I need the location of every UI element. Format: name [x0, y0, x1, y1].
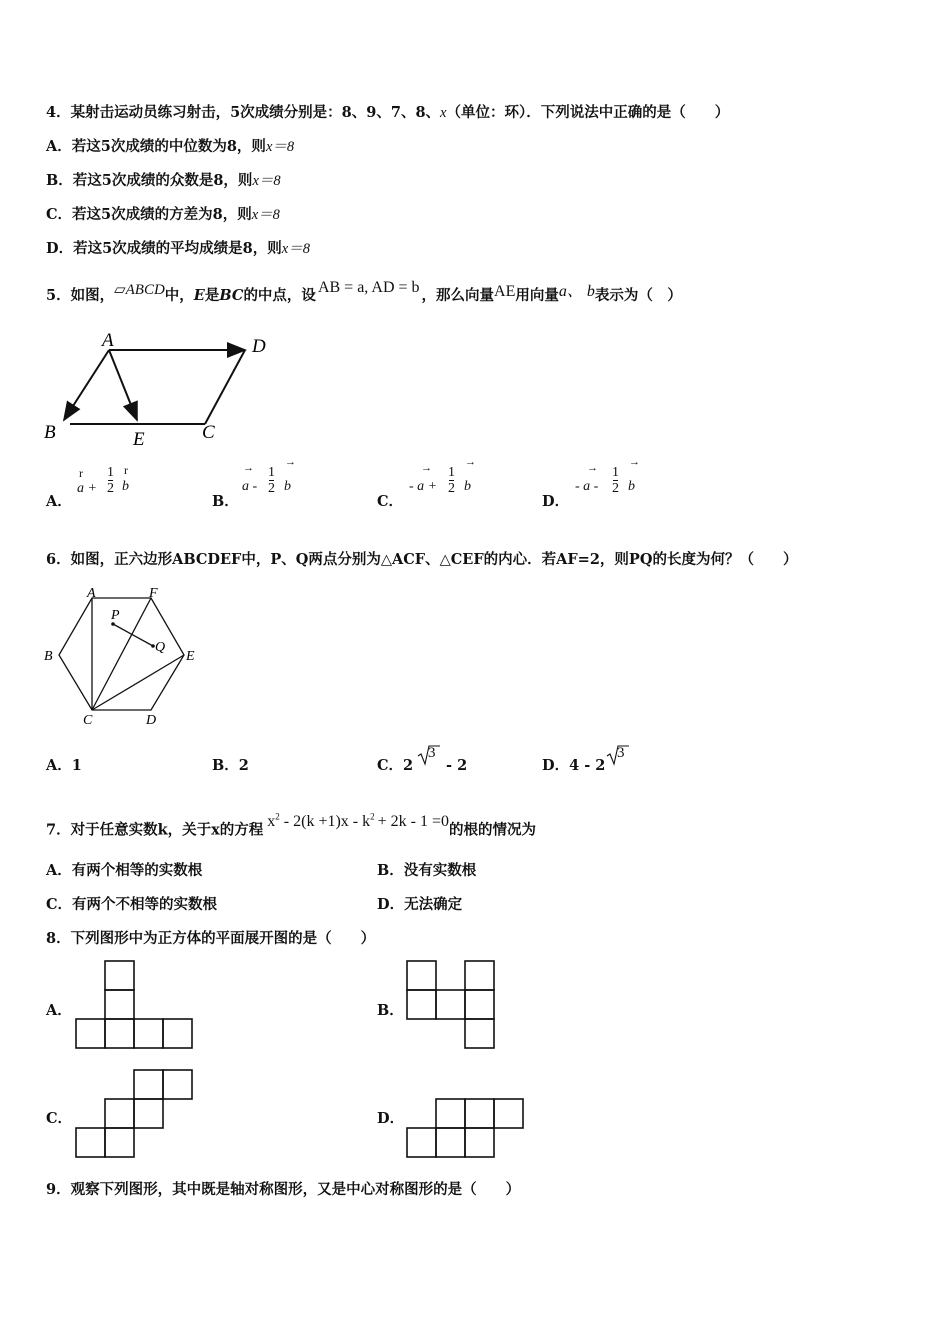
q5-stem: [46, 279, 682, 305]
q5-option-c-vec-mark: →: [421, 462, 432, 474]
q5-option-c-denominator: 2: [448, 481, 455, 496]
q6-option-b[interactable]: B．2: [212, 757, 249, 774]
label-q: Q: [155, 640, 166, 655]
q5-option-c-fraction: [448, 466, 455, 496]
q5-vector-ae: AE: [494, 283, 516, 300]
q5-option-d-b: b: [628, 479, 635, 494]
q5-option-c-numerator: 1: [448, 465, 455, 480]
q5-option-b-letter[interactable]: B．: [212, 493, 239, 510]
q5-option-a-fraction: [107, 466, 114, 496]
q8-option-d-net[interactable]: [405, 1097, 527, 1161]
q5-option-d-denominator: 2: [612, 481, 619, 496]
q7-eq-x: x: [267, 813, 276, 831]
label-d: D: [252, 336, 266, 357]
q5-end: 表示为（ ）: [594, 287, 682, 304]
label-e: E: [133, 429, 145, 450]
q7-eq-exp1: 2: [275, 812, 280, 822]
label-d: D: [146, 713, 157, 728]
q5-option-d-fraction: [612, 466, 619, 496]
q5-mid2: 是: [204, 287, 220, 304]
q4-option-d-value: x＝8: [281, 241, 310, 257]
q5-option-b-vec-mark2: →: [285, 456, 296, 468]
q5-option-d-vec-mark: →: [587, 462, 598, 474]
q5-point-e: E: [193, 287, 205, 304]
label-e: E: [186, 649, 195, 664]
label-a: A: [102, 330, 114, 351]
q5-option-c-letter[interactable]: C．: [377, 493, 404, 510]
q5-vectors-ab: a、 b: [558, 283, 595, 300]
vector-ae: [109, 350, 137, 420]
q5-option-c-expr: - a +: [409, 479, 438, 494]
q4-stem: [46, 104, 729, 122]
label-b: B: [44, 422, 56, 443]
q6-option-c-label: C．2: [377, 757, 414, 774]
q8-stem: 8．下列图形中为正方体的平面展开图的是（ ）: [46, 930, 376, 947]
q4-option-b[interactable]: [46, 172, 281, 190]
q4-option-a[interactable]: [46, 138, 294, 156]
q5-option-a-expr: a +: [77, 481, 97, 496]
q5-option-c-vec-mark2: →: [465, 456, 476, 468]
label-a: A: [87, 586, 96, 601]
q5-mid4: ，那么向量: [421, 287, 495, 304]
q4-option-c-label: C．若这5次成绩的方差为8，则: [46, 206, 252, 223]
q4-stem-text-b: （单位：环）．下列说法中正确的是（ ）: [446, 104, 730, 121]
q8-option-a-net[interactable]: [75, 959, 195, 1051]
q6-option-d-radicand: 3: [617, 745, 625, 761]
q4-option-d[interactable]: [46, 240, 310, 258]
q4-option-b-value: x＝8: [252, 173, 281, 189]
q5-option-a-denominator: 2: [107, 481, 114, 496]
q4-option-b-label: B．若这5次成绩的众数是8，则: [46, 172, 253, 189]
q5-option-b-expr: a -: [242, 479, 258, 494]
q5-parallelogram: ▱ABCD: [114, 282, 165, 298]
q8-option-b-net[interactable]: [405, 959, 497, 1051]
q6-option-c[interactable]: [377, 757, 413, 775]
q7-option-a[interactable]: A．有两个相等的实数根: [46, 862, 203, 879]
q7-equation: [267, 813, 449, 830]
q6-option-c-tail: - 2: [446, 757, 468, 774]
q9-stem: 9．观察下列图形，其中既是轴对称图形，又是中心对称图形的是（ ）: [46, 1181, 521, 1198]
q7-post: 的根的情况为: [449, 821, 536, 839]
q5-option-d-letter[interactable]: D．: [542, 493, 570, 510]
q5-option-a-vec-mark2: r: [124, 463, 128, 477]
q5-option-c-b: b: [464, 479, 471, 494]
q4-option-c[interactable]: [46, 206, 280, 224]
q7-eq-end: + 2k - 1 =0: [377, 813, 449, 831]
q5-option-b-vec-mark: →: [243, 462, 254, 474]
q7-option-c[interactable]: C．有两个不相等的实数根: [46, 896, 218, 913]
label-c: C: [202, 422, 215, 443]
q7-stem: [46, 812, 536, 839]
q7-option-d[interactable]: D．无法确定: [377, 896, 463, 913]
q7-pre: 7．对于任意实数k，关于x的方程: [46, 821, 264, 839]
q6-stem: 6．如图，正六边形ABCDEF中，P、Q两点分别为△ACF、△CEF的内心．若AF=2，则PQ的长度为何？（ ）: [46, 551, 798, 568]
q5-mid1: 中，: [164, 287, 194, 304]
q7-eq-mid: - 2(k +1)x - k: [283, 813, 371, 831]
q4-variable-x: x: [440, 105, 447, 121]
q5-option-a-numerator: 1: [107, 465, 114, 480]
q4-option-a-label: A．若这5次成绩的中位数为8，则: [46, 138, 266, 155]
vector-ab: [64, 350, 109, 420]
q5-option-a-letter[interactable]: A．: [46, 493, 72, 510]
q5-option-d-vec-mark2: →: [629, 456, 640, 468]
q4-option-c-value: x＝8: [251, 207, 280, 223]
label-f: F: [149, 586, 158, 601]
q5-option-a-vec-mark: r: [79, 466, 83, 480]
q7-eq-exp2: 2: [370, 812, 375, 822]
label-b: B: [44, 649, 53, 664]
q6-option-d[interactable]: [542, 757, 605, 775]
q5-option-b-denominator: 2: [268, 481, 275, 496]
segment-cd: [205, 350, 245, 424]
q5-option-b-fraction: [268, 466, 275, 496]
q5-mid5: 用向量: [515, 287, 559, 304]
q4-option-d-label: D．若这5次成绩的平均成绩是8，则: [46, 240, 282, 257]
label-c: C: [83, 713, 93, 728]
q5-option-b-numerator: 1: [268, 465, 275, 480]
q5-parallelogram-figure: [40, 328, 280, 453]
q7-option-b[interactable]: B．没有实数根: [377, 862, 477, 879]
q6-option-c-radicand: 3: [428, 745, 436, 761]
q5-option-a-b: b: [122, 479, 129, 494]
q5-segment-bc: BC: [219, 287, 244, 304]
segment-pq: [113, 624, 153, 646]
q8-option-b-label[interactable]: B．: [377, 1002, 404, 1019]
q6-option-a[interactable]: A．1: [46, 757, 82, 774]
label-p: P: [111, 608, 120, 623]
segment-cf: [92, 598, 151, 710]
q6-hexagon-figure: [40, 584, 210, 729]
q5-mid3: 的中点，设: [243, 287, 316, 304]
q5-option-d-expr: - a -: [575, 479, 599, 494]
q5-option-d-numerator: 1: [612, 465, 619, 480]
q5-num: 5．如图，: [46, 287, 115, 304]
q6-option-d-label: D．4 - 2: [542, 757, 606, 774]
q5-vector-definitions: AB = a, AD = b: [317, 279, 420, 296]
q4-stem-text-a: 4．某射击运动员练习射击，5次成绩分别是：8、9、7、8、: [46, 104, 441, 121]
q8-option-d-label[interactable]: D．: [377, 1110, 405, 1127]
q8-option-c-label[interactable]: C．: [46, 1110, 73, 1127]
q8-option-c-net[interactable]: [75, 1068, 195, 1160]
q8-option-a-label[interactable]: A．: [46, 1002, 72, 1019]
q4-option-a-value: x＝8: [265, 139, 295, 155]
q5-option-b-b: b: [284, 479, 291, 494]
